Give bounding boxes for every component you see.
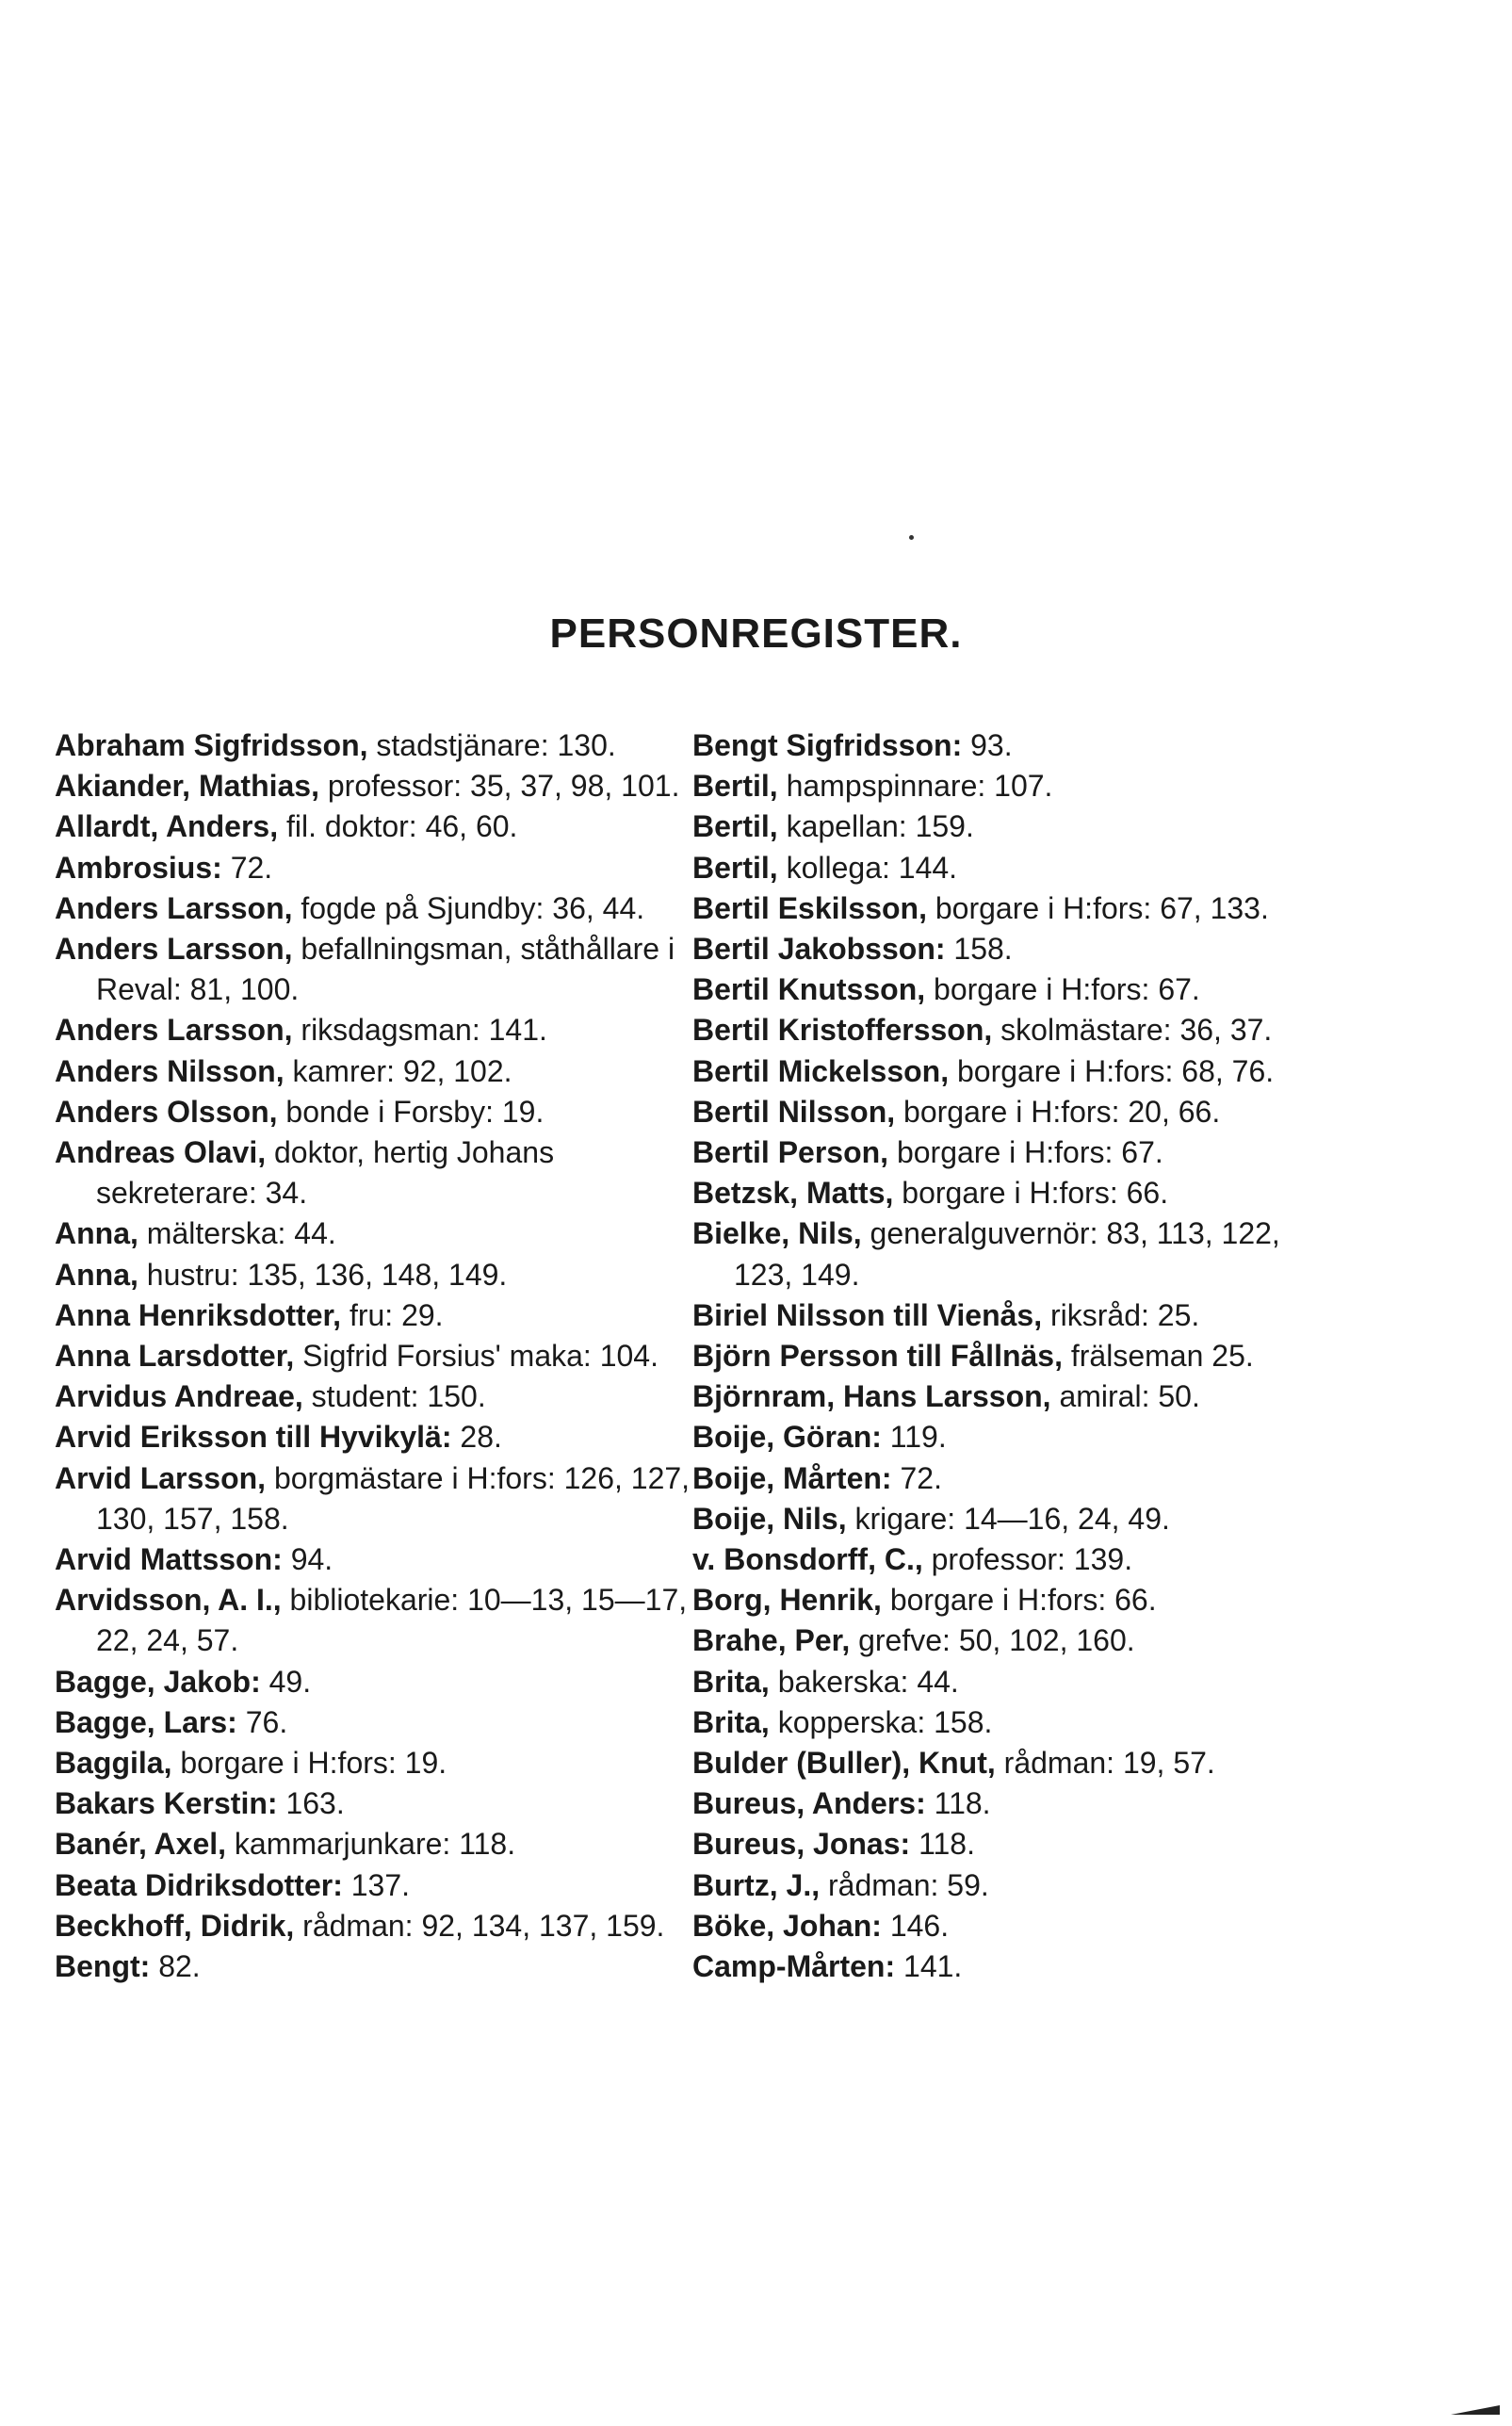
entry-name: Biriel Nilsson till Vienås, bbox=[692, 1297, 1043, 1332]
index-entry bbox=[55, 806, 705, 847]
entry-name: Böke, Johan: bbox=[692, 1908, 882, 1943]
index-entry bbox=[692, 1051, 1333, 1092]
index-entry bbox=[692, 806, 1333, 847]
entry-name: Bertil, bbox=[692, 769, 778, 804]
entry-name: Bagge, Lars: bbox=[55, 1704, 237, 1739]
index-entry bbox=[55, 1743, 705, 1783]
ink-speck bbox=[909, 535, 914, 540]
entry-detail: befallningsman, ståthållare i Reval: 81, 100. bbox=[96, 932, 675, 1007]
entry-detail: kammarjunkare: 118. bbox=[226, 1827, 516, 1862]
entry-name: Betzsk, Matts, bbox=[692, 1176, 894, 1211]
index-entry bbox=[55, 1783, 705, 1824]
index-entry bbox=[692, 1783, 1333, 1824]
entry-detail: generalguvernör: 83, 113, 122, 123, 149. bbox=[734, 1216, 1280, 1292]
index-entry bbox=[55, 1824, 705, 1864]
entry-name: Andreas Olavi, bbox=[55, 1135, 267, 1170]
index-entry bbox=[55, 848, 705, 888]
entry-detail: mälterska: 44. bbox=[138, 1216, 336, 1251]
index-entry bbox=[692, 1499, 1333, 1539]
entry-name: Brahe, Per, bbox=[692, 1623, 851, 1658]
index-entry bbox=[692, 848, 1333, 888]
entry-detail: kamrer: 92, 102. bbox=[284, 1053, 512, 1088]
entry-detail: borgare i H:fors: 68, 76. bbox=[949, 1053, 1275, 1088]
index-entry bbox=[692, 1743, 1333, 1783]
entry-detail: rådman: 59. bbox=[820, 1867, 989, 1902]
index-entry bbox=[55, 888, 705, 929]
index-entry bbox=[692, 1336, 1333, 1376]
entry-name: Arvid Larsson, bbox=[55, 1460, 267, 1495]
index-entry bbox=[55, 1906, 705, 1946]
entry-name: Brita, bbox=[692, 1704, 770, 1739]
index-entry bbox=[692, 1906, 1333, 1946]
entry-detail: 146. bbox=[881, 1908, 950, 1943]
index-entry bbox=[692, 969, 1333, 1010]
entry-name: Boije, Göran: bbox=[692, 1420, 882, 1455]
entry-detail: fru: 29. bbox=[341, 1297, 444, 1332]
entry-detail: borgare i H:fors: 67. bbox=[888, 1135, 1163, 1170]
entry-detail: fogde på Sjundby: 36, 44. bbox=[292, 890, 645, 925]
index-entry bbox=[692, 1865, 1333, 1906]
index-entry bbox=[55, 1376, 705, 1417]
index-entry bbox=[692, 1458, 1333, 1499]
entry-detail: kollega: 144. bbox=[777, 850, 958, 885]
entry-name: Anders Larsson, bbox=[55, 890, 293, 925]
entry-detail: borgare i H:fors: 67. bbox=[925, 972, 1200, 1007]
entry-name: Bengt: bbox=[55, 1949, 151, 1984]
entry-detail: 28. bbox=[451, 1420, 502, 1455]
entry-name: Björn Persson till Fållnäs, bbox=[692, 1339, 1063, 1374]
index-entry bbox=[55, 1336, 705, 1376]
entry-name: Bulder (Buller), Knut, bbox=[692, 1746, 996, 1781]
index-entry bbox=[55, 1092, 705, 1132]
entry-detail: 141. bbox=[895, 1949, 963, 1984]
entry-name: Arvidus Andreae, bbox=[55, 1379, 303, 1414]
index-entry bbox=[55, 766, 705, 806]
corner-mark bbox=[1451, 2405, 1500, 2415]
entry-detail: borgare i H:fors: 67, 133. bbox=[926, 890, 1269, 925]
entry-name: Bertil Mickelsson, bbox=[692, 1053, 950, 1088]
index-entry bbox=[55, 1417, 705, 1457]
index-entry bbox=[55, 929, 705, 1010]
entry-detail: borgmästare i H:fors: 126, 127, 130, 157, 158. bbox=[96, 1460, 691, 1536]
entry-name: Ambrosius: bbox=[55, 850, 222, 885]
entry-name: Anna, bbox=[55, 1216, 138, 1251]
index-entry bbox=[692, 1295, 1333, 1336]
entry-detail: amiral: 50. bbox=[1050, 1379, 1200, 1414]
entry-detail: bonde i Forsby: 19. bbox=[277, 1094, 545, 1129]
entry-name: Akiander, Mathias, bbox=[55, 769, 319, 804]
entry-name: Brita, bbox=[692, 1664, 770, 1699]
entry-detail: riksråd: 25. bbox=[1042, 1297, 1200, 1332]
entry-detail: rådman: 92, 134, 137, 159. bbox=[294, 1908, 665, 1943]
entry-name: Arvid Mattsson: bbox=[55, 1542, 283, 1577]
entry-detail: hustru: 135, 136, 148, 149. bbox=[138, 1257, 508, 1292]
entry-detail: kopperska: 158. bbox=[769, 1704, 993, 1739]
entry-detail: 137. bbox=[342, 1867, 411, 1902]
entry-name: Borg, Henrik, bbox=[692, 1583, 882, 1618]
entry-name: Bielke, Nils, bbox=[692, 1216, 862, 1251]
entry-detail: frälseman 25. bbox=[1062, 1339, 1254, 1374]
entry-detail: borgare i H:fors: 66. bbox=[881, 1583, 1157, 1618]
entry-name: Björnram, Hans Larsson, bbox=[692, 1379, 1051, 1414]
entry-detail: 119. bbox=[881, 1420, 947, 1455]
entry-name: Beata Didriksdotter: bbox=[55, 1867, 343, 1902]
entry-name: Bureus, Anders: bbox=[692, 1786, 926, 1821]
entry-detail: 163. bbox=[277, 1786, 345, 1821]
index-entry bbox=[692, 1010, 1333, 1050]
entry-detail: fil. doktor: 46, 60. bbox=[278, 809, 518, 844]
entry-name: Arvid Eriksson till Hyvikylä: bbox=[55, 1420, 452, 1455]
index-entry bbox=[692, 1376, 1333, 1417]
left-index-column bbox=[55, 725, 705, 1987]
entry-detail: 72. bbox=[221, 850, 273, 885]
entry-detail: 82. bbox=[150, 1949, 201, 1984]
index-entry bbox=[692, 1824, 1333, 1864]
entry-name: Boije, Mårten: bbox=[692, 1460, 892, 1495]
index-entry bbox=[692, 1702, 1333, 1743]
page-title: PERSONREGISTER. bbox=[549, 611, 963, 657]
entry-name: Baggila, bbox=[55, 1746, 172, 1781]
index-entry bbox=[55, 1458, 705, 1539]
entry-detail: student: 150. bbox=[302, 1379, 486, 1414]
entry-name: Bertil, bbox=[692, 850, 778, 885]
entry-detail: borgare i H:fors: 19. bbox=[171, 1746, 447, 1781]
index-entry bbox=[55, 725, 705, 766]
entry-detail: bibliotekarie: 10—13, 15—17, 22, 24, 57. bbox=[96, 1583, 688, 1658]
entry-name: Bureus, Jonas: bbox=[692, 1827, 911, 1862]
entry-detail: riksdagsman: 141. bbox=[292, 1013, 547, 1048]
entry-name: Camp-Mårten: bbox=[692, 1949, 896, 1984]
entry-detail: kapellan: 159. bbox=[777, 809, 974, 844]
entry-name: Allardt, Anders, bbox=[55, 809, 279, 844]
entry-detail: 118. bbox=[925, 1786, 991, 1821]
index-entry bbox=[692, 1132, 1333, 1173]
entry-name: Boije, Nils, bbox=[692, 1501, 847, 1536]
entry-name: Bertil Knutsson, bbox=[692, 972, 926, 1007]
entry-name: Burtz, J., bbox=[692, 1867, 821, 1902]
index-entry bbox=[55, 1255, 705, 1295]
entry-detail: borgare i H:fors: 20, 66. bbox=[895, 1094, 1221, 1129]
entry-detail: stadstjänare: 130. bbox=[367, 728, 616, 762]
index-entry bbox=[692, 1580, 1333, 1620]
entry-name: v. Bonsdorff, C., bbox=[692, 1542, 923, 1577]
entry-detail: 93. bbox=[962, 728, 1013, 762]
index-entry bbox=[692, 1092, 1333, 1132]
entry-name: Anders Larsson, bbox=[55, 1013, 293, 1048]
index-entry bbox=[692, 1620, 1333, 1661]
index-entry bbox=[692, 766, 1333, 806]
index-entry bbox=[692, 725, 1333, 766]
entry-name: Bertil Kristoffersson, bbox=[692, 1013, 993, 1048]
entry-name: Bertil Eskilsson, bbox=[692, 890, 927, 925]
entry-detail: borgare i H:fors: 66. bbox=[893, 1176, 1169, 1211]
entry-name: Anna Larsdotter, bbox=[55, 1339, 295, 1374]
entry-detail: skolmästare: 36, 37. bbox=[992, 1013, 1273, 1048]
entry-name: Bertil Jakobsson: bbox=[692, 932, 946, 967]
index-entry bbox=[55, 1539, 705, 1580]
index-entry bbox=[55, 1010, 705, 1050]
entry-name: Banér, Axel, bbox=[55, 1827, 227, 1862]
entry-name: Bertil Nilsson, bbox=[692, 1094, 896, 1129]
entry-name: Anders Nilsson, bbox=[55, 1053, 285, 1088]
entry-detail: Sigfrid Forsius' maka: 104. bbox=[294, 1339, 658, 1374]
index-entry bbox=[692, 1539, 1333, 1580]
index-entry bbox=[692, 1417, 1333, 1457]
index-entry bbox=[55, 1051, 705, 1092]
index-entry bbox=[692, 1662, 1333, 1702]
entry-name: Anna, bbox=[55, 1257, 138, 1292]
entry-detail: 94. bbox=[282, 1542, 333, 1577]
index-entry bbox=[55, 1132, 705, 1213]
entry-detail: grefve: 50, 102, 160. bbox=[850, 1623, 1135, 1658]
entry-detail: hampspinnare: 107. bbox=[777, 769, 1053, 804]
entry-name: Arvidsson, A. I., bbox=[55, 1583, 282, 1618]
entry-detail: krigare: 14—16, 24, 49. bbox=[846, 1501, 1170, 1536]
entry-name: Anders Larsson, bbox=[55, 932, 293, 967]
index-entry bbox=[55, 1295, 705, 1336]
entry-name: Bagge, Jakob: bbox=[55, 1664, 261, 1699]
index-entry bbox=[692, 888, 1333, 929]
entry-detail: professor: 139. bbox=[922, 1542, 1133, 1577]
index-entry bbox=[55, 1702, 705, 1743]
entry-name: Abraham Sigfridsson, bbox=[55, 728, 368, 762]
entry-name: Bertil, bbox=[692, 809, 778, 844]
index-entry bbox=[55, 1865, 705, 1906]
index-entry bbox=[692, 1213, 1333, 1294]
entry-detail: 49. bbox=[260, 1664, 312, 1699]
index-entry bbox=[55, 1213, 705, 1254]
index-entry bbox=[55, 1580, 705, 1661]
entry-name: Bertil Person, bbox=[692, 1135, 889, 1170]
index-entry bbox=[55, 1946, 705, 1987]
entry-detail: rådman: 19, 57. bbox=[995, 1746, 1215, 1781]
entry-name: Beckhoff, Didrik, bbox=[55, 1908, 295, 1943]
entry-detail: doktor, hertig Johans sekreterare: 34. bbox=[96, 1135, 555, 1211]
entry-name: Anders Olsson, bbox=[55, 1094, 278, 1129]
entry-detail: 118. bbox=[910, 1827, 975, 1862]
index-entry bbox=[692, 1173, 1333, 1213]
entry-detail: 72. bbox=[891, 1460, 942, 1495]
entry-name: Bakars Kerstin: bbox=[55, 1786, 278, 1821]
entry-detail: bakerska: 44. bbox=[769, 1664, 959, 1699]
entry-detail: professor: 35, 37, 98, 101. bbox=[318, 769, 680, 804]
entry-name: Anna Henriksdotter, bbox=[55, 1297, 342, 1332]
entry-detail: 158. bbox=[945, 932, 1013, 967]
index-entry bbox=[692, 929, 1333, 969]
index-entry bbox=[692, 1946, 1333, 1987]
index-entry bbox=[55, 1662, 705, 1702]
entry-name: Bengt Sigfridsson: bbox=[692, 728, 963, 762]
right-index-column bbox=[692, 725, 1333, 1987]
entry-detail: 76. bbox=[236, 1704, 288, 1739]
